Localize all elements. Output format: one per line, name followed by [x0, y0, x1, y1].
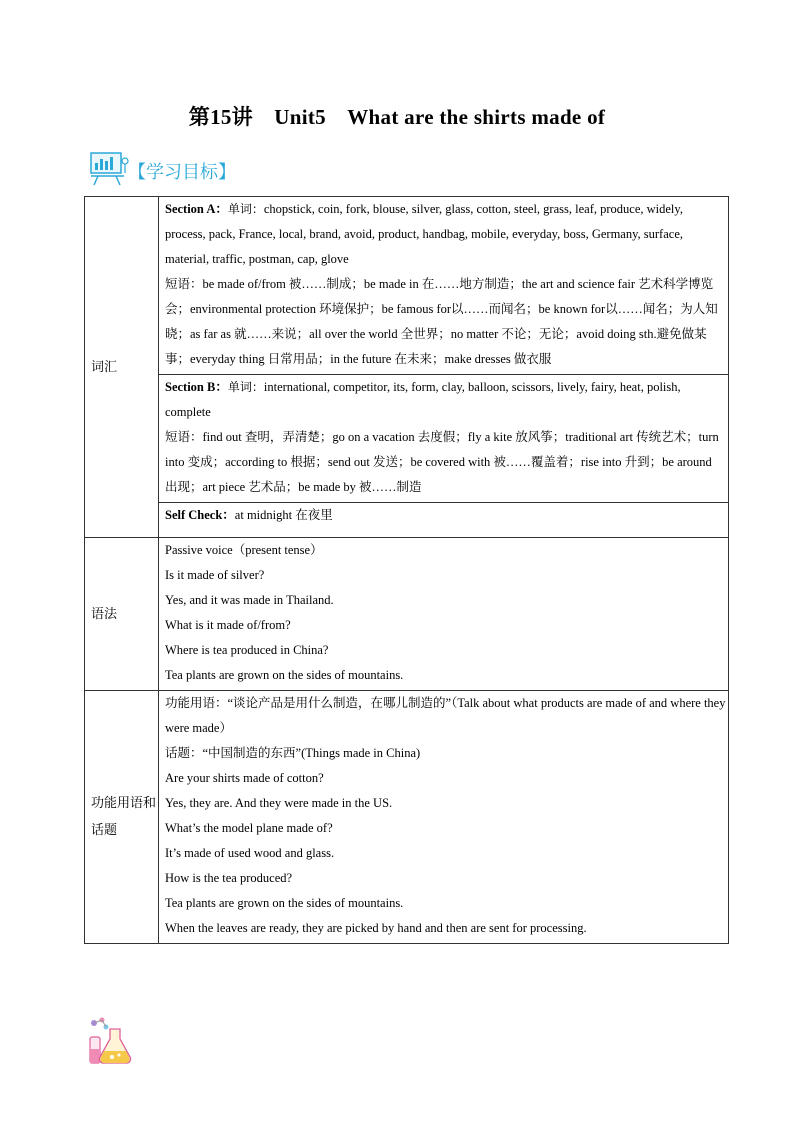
grammar-cell [159, 538, 729, 691]
table-row [85, 691, 729, 944]
row-label-grammar: 语法 [85, 538, 159, 691]
function-line: Tea plants are grown on the sides of mountains. [165, 896, 404, 910]
section-a-heading: Section A： [165, 202, 228, 216]
grammar-line: What is it made of/from? [165, 618, 291, 632]
function-line: It’s made of used wood and glass. [165, 846, 335, 860]
objectives-header [88, 148, 236, 188]
section-a-cell [159, 197, 729, 375]
section-a-words: Section A：单词：chopstick, coin, fork, blouse, silver, glass, cotton, steel, grass, leaf, produce, widely, process, pack, France, local, brand, avoid, product, handbag, mobile, everyday, boss, Germany, surface, material, traffic, postman, cap, glove [165, 202, 683, 266]
function-lines [165, 766, 726, 941]
function-line: Are your shirts made of cotton? [165, 771, 324, 785]
grammar-line: Is it made of silver? [165, 568, 265, 582]
summary-table [84, 196, 729, 944]
table-row [85, 538, 729, 691]
section-a-phrases: 短语：be made of/from 被……制成；be made in 在……地方制造；the art and science fair 艺术科学博览会；environmental protection 环境保护；be famous for以……而闻名；be known for以……闻名；为人知晓；as far as 就……来说；all over the world 全世界；no matter 不论；无论；avoid doing sth.避免做某事；everyday thing 日常用品；in the future 在未来；make dresses 做衣服 [165, 277, 718, 366]
table-row [85, 503, 729, 538]
function-intro: 功能用语：“谈论产品是用什么制造，在哪儿制造的”（Talk about what products are made of and where they were made） [165, 696, 726, 735]
grammar-lines [165, 538, 728, 690]
self-check-heading: Self Check： [165, 508, 235, 522]
function-line: How is the tea produced? [165, 871, 293, 885]
grammar-line: Yes, and it was made in Thailand. [165, 593, 334, 607]
function-line: Yes, they are. And they were made in the US. [165, 796, 393, 810]
presentation-board-icon [88, 149, 130, 187]
chemistry-flask-icon [86, 1017, 134, 1065]
section-b-phrases: 短语：find out 查明，弄清楚；go on a vacation 去度假；fly a kite 放风筝；traditional art 传统艺术；turn into 变成；according to 根据；send out 发送；be covered with 被……覆盖着；rise into 升到；be around 出现；art piece 艺术品；be made by 被……制造 [165, 430, 719, 494]
table-row [85, 375, 729, 503]
function-cell [159, 691, 729, 944]
page-title: 第15讲 Unit5 What are the shirts made of [188, 105, 606, 129]
grammar-line: Where is tea produced in China? [165, 643, 329, 657]
table-row [85, 197, 729, 375]
function-topic: 话题：“中国制造的东西”(Things made in China) [165, 746, 421, 760]
row-label-function: 功能用语和话题 [85, 691, 159, 944]
objectives-label: 【学习目标】 [128, 162, 236, 183]
grammar-line: Tea plants are grown on the sides of mountains. [165, 668, 404, 682]
grammar-line: Passive voice（present tense） [165, 543, 323, 557]
section-b-heading: Section B： [165, 380, 228, 394]
function-line: When the leaves are ready, they are picked by hand and then are sent for processing. [165, 921, 587, 935]
function-line: What’s the model plane made of? [165, 821, 333, 835]
self-check-line: Self Check：at midnight 在夜里 [165, 508, 333, 522]
self-check-cell [159, 503, 729, 538]
row-label-vocab: 词汇 [85, 197, 159, 538]
section-b-words: Section B：单词：international, competitor, its, form, clay, balloon, scissors, lively, fairy, heat, polish, complete [165, 380, 681, 419]
section-b-cell [159, 375, 729, 503]
